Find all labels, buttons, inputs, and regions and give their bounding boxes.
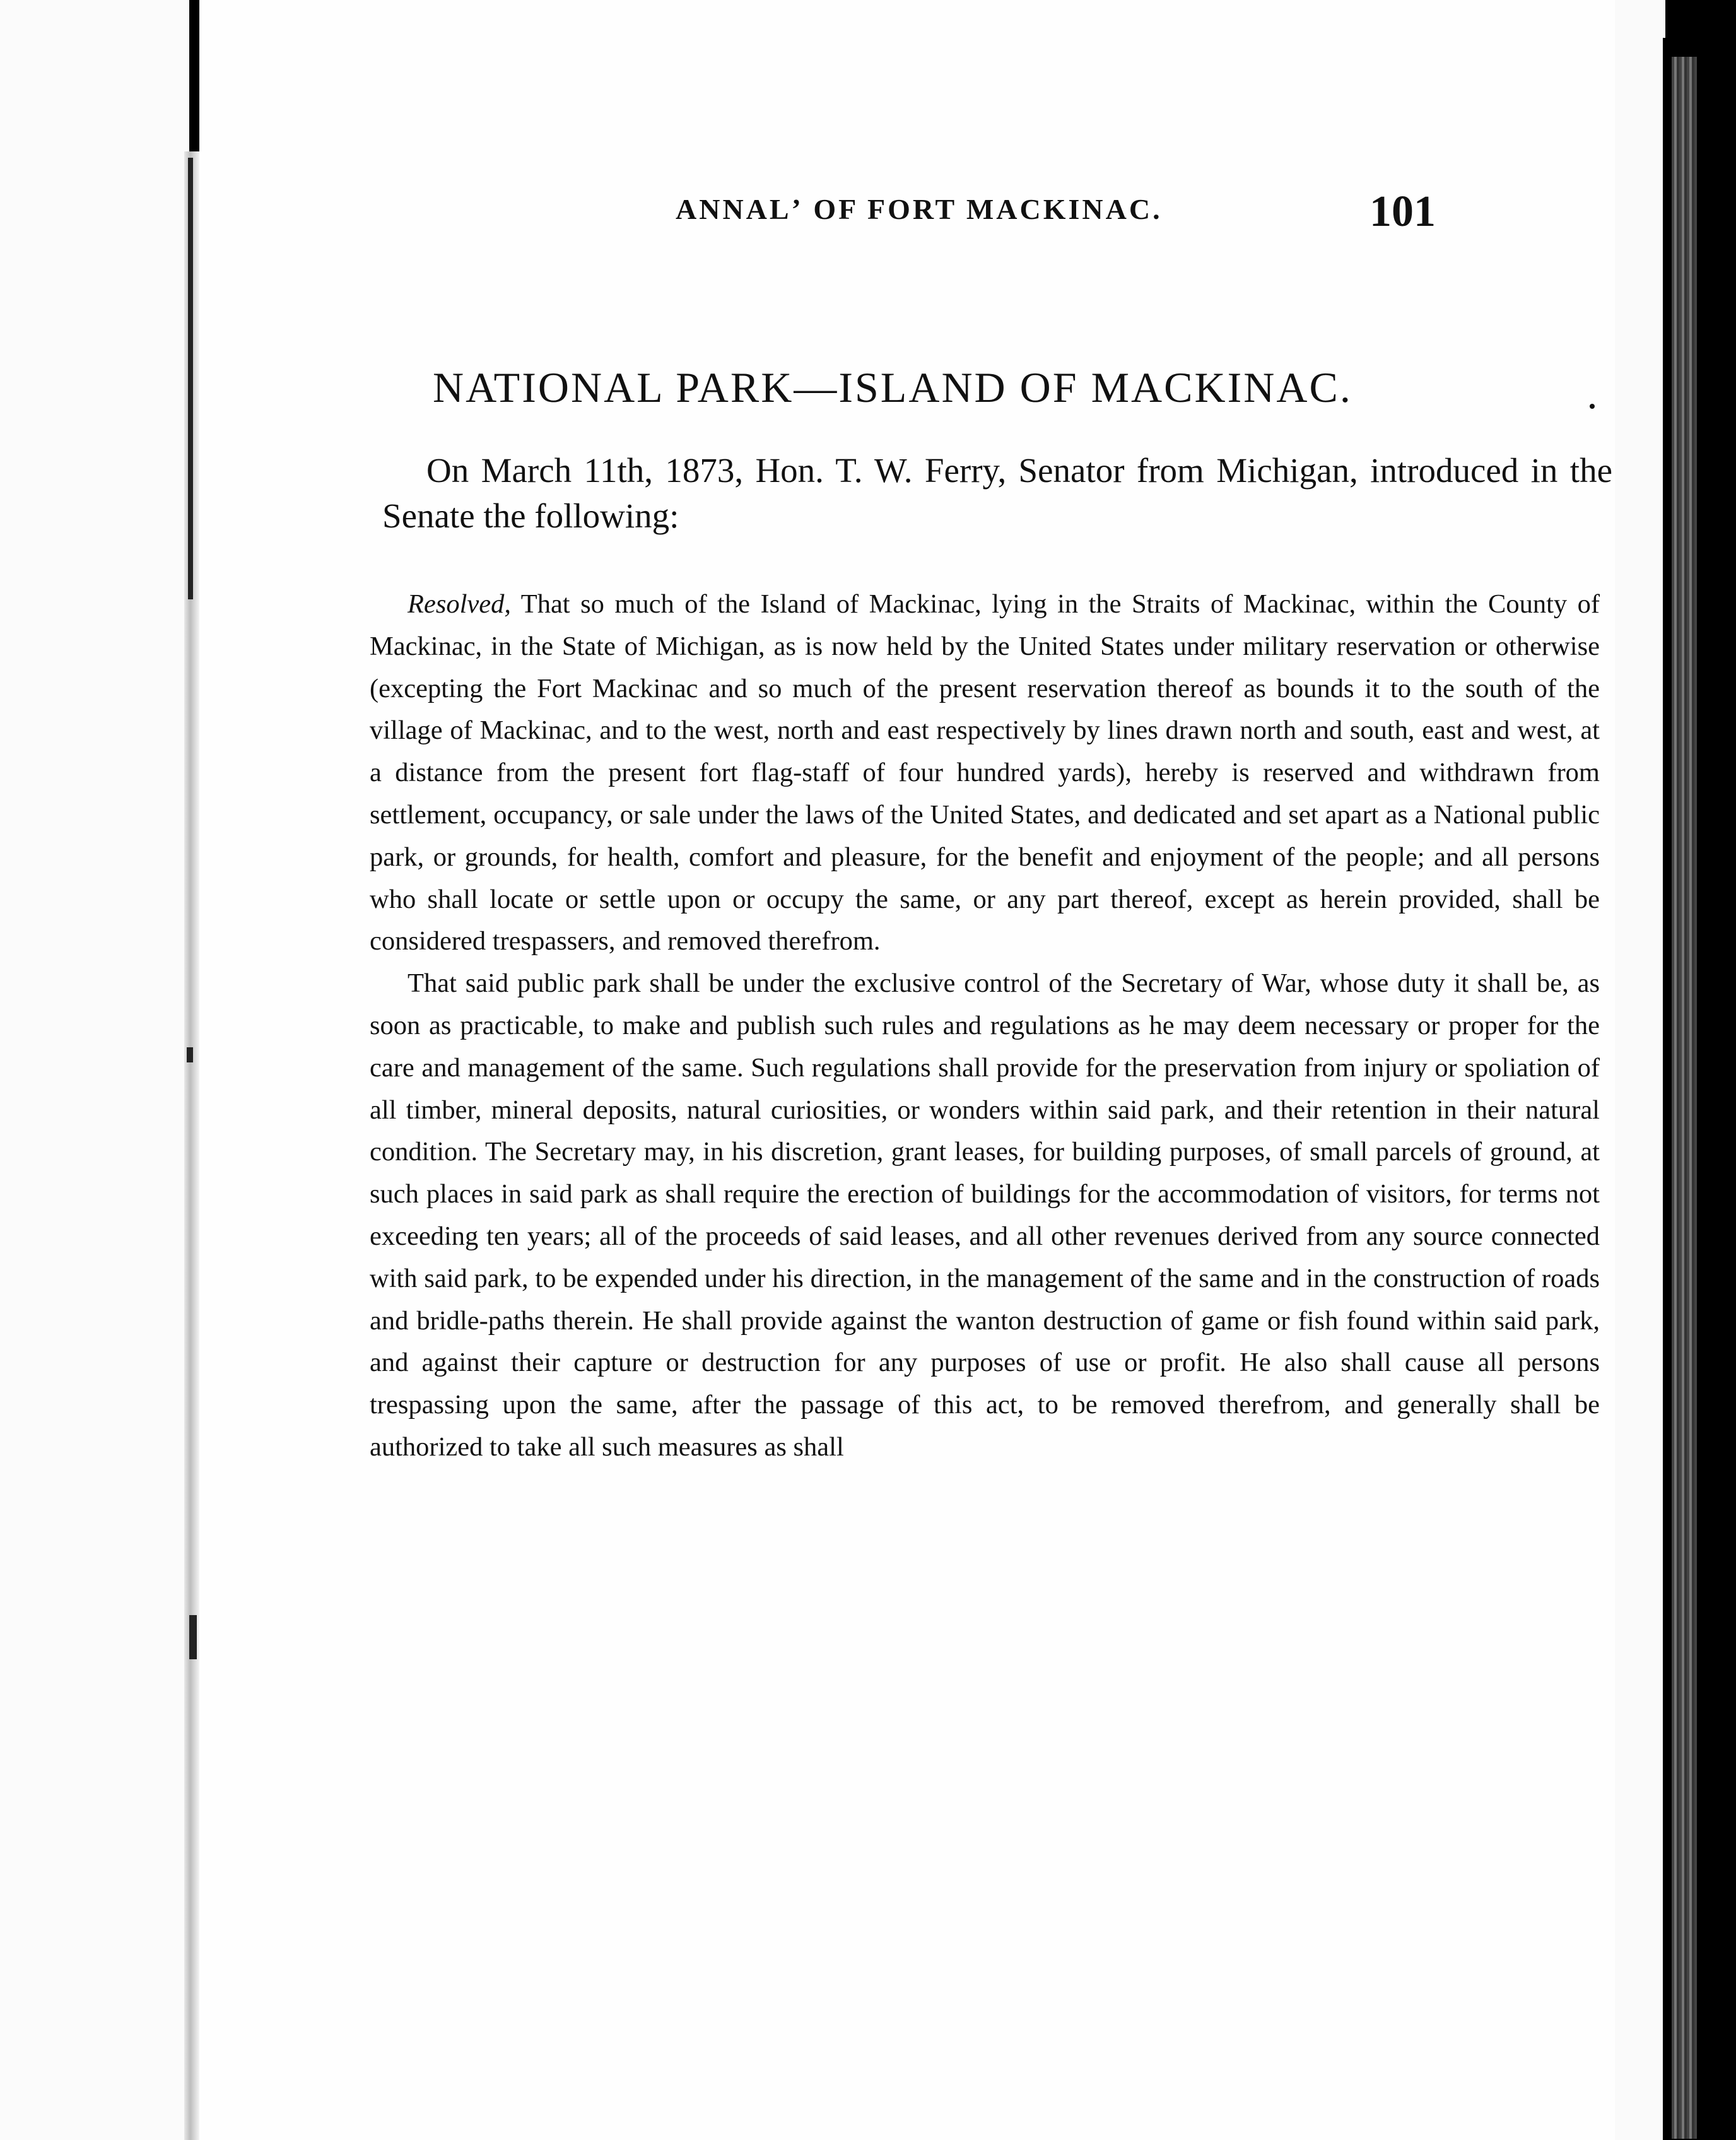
book-page (199, 0, 1663, 2140)
gutter-mark (189, 1615, 197, 1659)
resolution-paragraph-1 (370, 584, 1600, 963)
right-page-margin (1615, 0, 1665, 2140)
resolution-paragraph-2: That said public park shall be under the exclusive control of the Secretary of War, whose duty it shall be, as soon as practicable, to make and publish such rules and regulations as he may deem necessary or proper for the care and management of the same. Such regulations shall provide for the preservation from injury or spoliation of all timber, mineral deposits, natural curiosities, or wonders within said park, and their retention in their natural condition. The Secretary may, in his discretion, grant leases, for building purposes, of small parcels of ground, at such places in said park as shall require the erection of buildings for the accommodation of visitors, for terms not exceeding ten years; all of the proceeds of said leases, and all other revenues derived from any source connected with said park, to be expended under his direction, in the management of the same and in the construction of roads and bridle-paths therein. He shall provide against the wanton destruction of game or fish found within said park, and against their capture or destruction for any purposes of use or profit. He also shall cause all persons trespassing upon the same, after the passage of this act, to be removed therefrom, and generally shall be authorized to take all such measures as shall (370, 968, 1600, 1462)
page-title: NATIONAL PARK—ISLAND OF MACKINAC. (433, 363, 1352, 411)
resolution-text (370, 584, 1600, 1469)
intro-text: On March 11th, 1873, Hon. T. W. Ferry, Senator from Michigan, introduced in the Senate the following: (382, 451, 1612, 535)
page-speck (1590, 404, 1595, 409)
page-number: 101 (1369, 187, 1436, 236)
intro-paragraph (382, 448, 1612, 539)
gutter-mark (187, 1047, 193, 1062)
left-page-margin (0, 0, 189, 2140)
book-gutter (184, 151, 199, 2140)
resolution-paragraph-1-text: That so much of the Island of Mackinac, lying in the Straits of Mackinac, within the County of Mackinac, in the State of Michigan, as is now held by the United States under military reservation or otherwise (excepting the Fort Mackinac and so much of the present reservation thereof as bounds it to the south of the village of Mackinac, and to the west, north and east respectively by lines drawn north and south, east and west, at a distance from the present fort flag-staff of four hundred yards), hereby is reserved and withdrawn from settlement, occupancy, or sale under the laws of the United States, and dedicated and set apart as a National public park, or grounds, for health, comfort and pleasure, for the benefit and enjoyment of the people; and all persons who shall locate or settle upon or occupy the same, or any part thereof, except as herein provided, shall be considered trespassers, and removed therefrom. (370, 589, 1600, 956)
resolved-lead: Resolved, (408, 589, 512, 619)
book-edge (1672, 57, 1697, 2139)
running-head: ANNALʼ OF FORT MACKINAC. (676, 193, 1163, 225)
gutter-mark (188, 158, 193, 599)
